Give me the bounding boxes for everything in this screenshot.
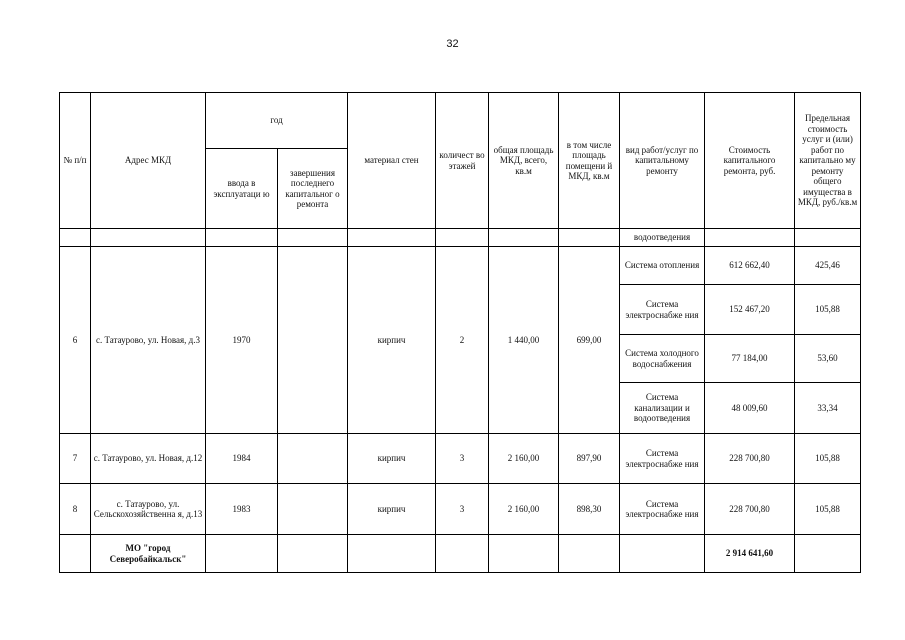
total-label: МО "город Северобайкальск" [91,535,206,573]
header-wall-material: материал стен [348,93,436,229]
row-premises-area: 699,00 [559,247,620,434]
carry-cell [348,229,436,247]
table-row [60,484,861,535]
total-empty [206,535,278,573]
row-address: с. Татаурово, ул. Сельскохозяйственна я, д.13 [91,484,206,535]
row-num: 6 [60,247,91,434]
row-wall: кирпич [348,484,436,535]
carry-cell [60,229,91,247]
carry-work-type: водоотведения [620,229,705,247]
row-year-repair [278,247,348,434]
row-wall: кирпич [348,434,436,484]
row-year-commission: 1970 [206,247,278,434]
header-floors: количест во этажей [436,93,489,229]
header-num: № п/п [60,93,91,229]
row-year-commission: 1984 [206,434,278,484]
header-year-repair: завершения последнего капитальног о ремонта [278,149,348,229]
row-max-cost: 105,88 [795,434,861,484]
total-empty [620,535,705,573]
total-cost: 2 914 641,60 [705,535,795,573]
header-work-type: вид работ/услуг по капитальному ремонту [620,93,705,229]
carry-cell [91,229,206,247]
header-year: год [206,93,348,149]
carry-cell [489,229,559,247]
total-empty [60,535,91,573]
total-empty [559,535,620,573]
header-premises-area: в том числе площадь помещени й МКД, кв.м [559,93,620,229]
row-premises-area: 897,90 [559,434,620,484]
total-row [60,535,861,573]
carry-cell [795,229,861,247]
table-row [60,434,861,484]
carry-cell [278,229,348,247]
row-address: с. Татаурово, ул. Новая, д.3 [91,247,206,434]
total-empty [278,535,348,573]
header-cost: Стоимость капитального ремонта, руб. [705,93,795,229]
row-max-cost: 105,88 [795,285,861,335]
row-cost: 77 184,00 [705,335,795,383]
row-wall: кирпич [348,247,436,434]
row-max-cost: 105,88 [795,484,861,535]
carry-cell [559,229,620,247]
row-work-type: Система электроснабже ния [620,484,705,535]
row-work-type: Система электроснабже ния [620,285,705,335]
row-floors: 3 [436,484,489,535]
row-total-area: 2 160,00 [489,434,559,484]
header-year-commission: ввода в эксплуатаци ю [206,149,278,229]
total-empty [795,535,861,573]
page-number: 32 [446,38,459,50]
row-num: 8 [60,484,91,535]
row-year-commission: 1983 [206,484,278,535]
total-empty [348,535,436,573]
row-total-area: 1 440,00 [489,247,559,434]
row-premises-area: 898,30 [559,484,620,535]
table-row [60,247,861,285]
row-work-type: Система электроснабже ния [620,434,705,484]
row-year-repair [278,484,348,535]
header-address: Адрес МКД [91,93,206,229]
row-max-cost: 33,34 [795,383,861,434]
header-max-cost: Предельная стоимость услуг и (или) работ по капитально му ремонту общего имущества в МКД, руб./кв.м [795,93,861,229]
carry-cell [705,229,795,247]
row-work-type: Система отопления [620,247,705,285]
row-total-area: 2 160,00 [489,484,559,535]
row-work-type: Система канализации и водоотведения [620,383,705,434]
row-max-cost: 425,46 [795,247,861,285]
row-cost: 228 700,80 [705,484,795,535]
row-floors: 2 [436,247,489,434]
row-year-repair [278,434,348,484]
row-num: 7 [60,434,91,484]
header-total-area: общая площадь МКД, всего, кв.м [489,93,559,229]
row-address: с. Татаурово, ул. Новая, д.12 [91,434,206,484]
row-cost: 228 700,80 [705,434,795,484]
row-cost: 152 467,20 [705,285,795,335]
capital-repair-table [59,92,861,573]
row-floors: 3 [436,434,489,484]
total-empty [489,535,559,573]
row-cost: 612 662,40 [705,247,795,285]
total-empty [436,535,489,573]
row-max-cost: 53,60 [795,335,861,383]
carry-cell [206,229,278,247]
row-cost: 48 009,60 [705,383,795,434]
row-work-type: Система холодного водоснабжения [620,335,705,383]
carry-cell [436,229,489,247]
